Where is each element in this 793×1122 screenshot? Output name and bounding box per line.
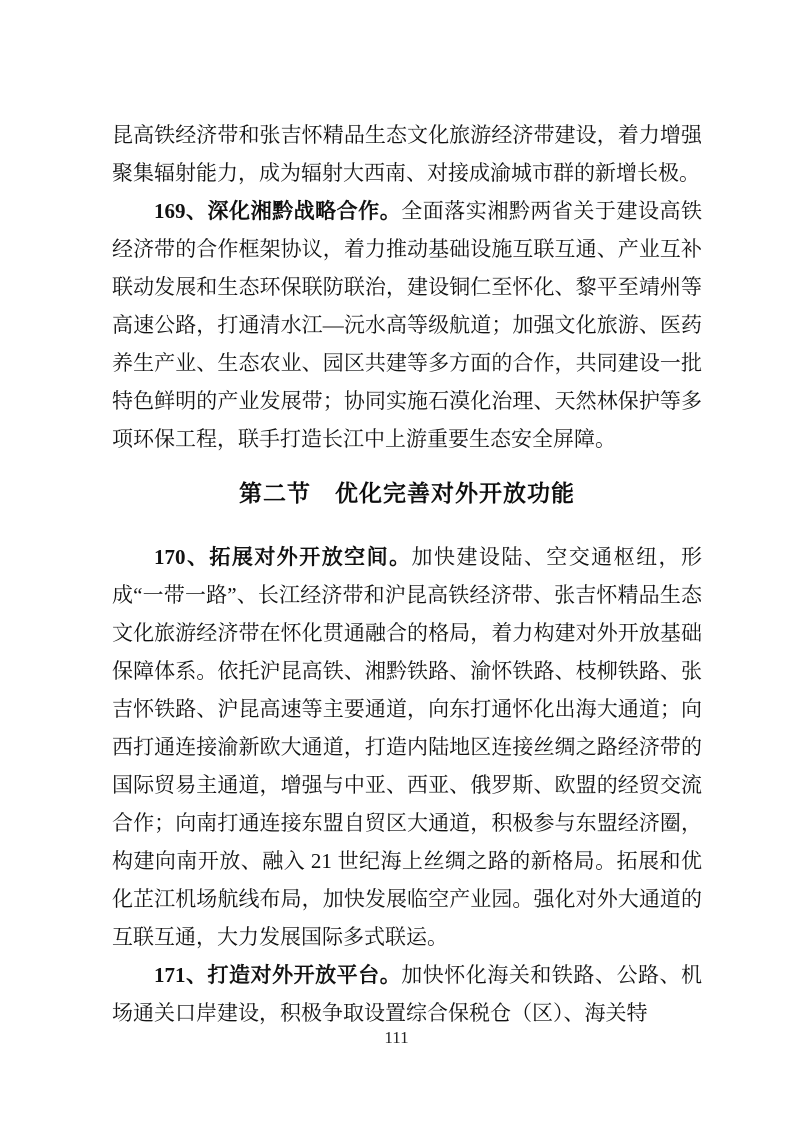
page-number: 111 [384, 1028, 409, 1047]
paragraph-171-body: 加快怀化海关和铁路、公路、机场通关口岸建设，积极争取设置综合保税仓（区）、海关特 [112, 963, 703, 1025]
section-heading: 第二节 优化完善对外开放功能 [239, 481, 575, 506]
paragraph-169 [112, 192, 702, 458]
paragraph-170 [112, 538, 702, 956]
paragraph-171 [112, 956, 702, 1032]
paragraph-169-lead: 169、深化湘黔战略合作。 [154, 199, 402, 223]
paragraph-171-lead: 171、打造对外开放平台。 [154, 963, 402, 987]
paragraph-continuation-text: 昆高铁经济带和张吉怀精品生态文化旅游经济带建设，着力增强聚集辐射能力，成为辐射大西南、对接成渝城市群的新增长极。 [112, 123, 702, 185]
text-block [112, 116, 702, 1032]
paragraph-169-body: 全面落实湘黔两省关于建设高铁经济带的合作框架协议，着力推动基础设施互联互通、产业互补联动发展和生态环保联防联治，建设铜仁至怀化、黎平至靖州等高速公路，打通清水江—沅水高等级航道；加强文化旅游、医药养生产业、生态农业、园区共建等多方面的合作，共同建设一批特色鲜明的产业发展带；协同实施石漠化治理、天然林保护等多项环保工程，联手打造长江中上游重要生态安全屏障。 [112, 199, 703, 451]
paragraph-170-body: 加快建设陆、空交通枢纽，形成“一带一路”、长江经济带和沪昆高铁经济带、张吉怀精品生态文化旅游经济带在怀化贯通融合的格局，着力构建对外开放基础保障体系。依托沪昆高铁、湘黔铁路、渝怀铁路、枝柳铁路、张吉怀铁路、沪昆高速等主要通道，向东打通怀化出海大通道；向西打通连接渝新欧大通道，打造内陆地区连接丝绸之路经济带的国际贸易主通道，增强与中亚、西亚、俄罗斯、欧盟的经贸交流合作；向南打通连接东盟自贸区大通道，积极参与东盟经济圈，构建向南开放、融入 21 世纪海上丝绸之路的新格局。拓展和优化芷江机场航线布局，加快发展临空产业园。强化对外大通道的互联互通，大力发展国际多式联运。 [112, 545, 703, 949]
paragraph-continuation [112, 116, 702, 192]
paragraph-170-lead: 170、拓展对外开放空间。 [154, 545, 412, 569]
